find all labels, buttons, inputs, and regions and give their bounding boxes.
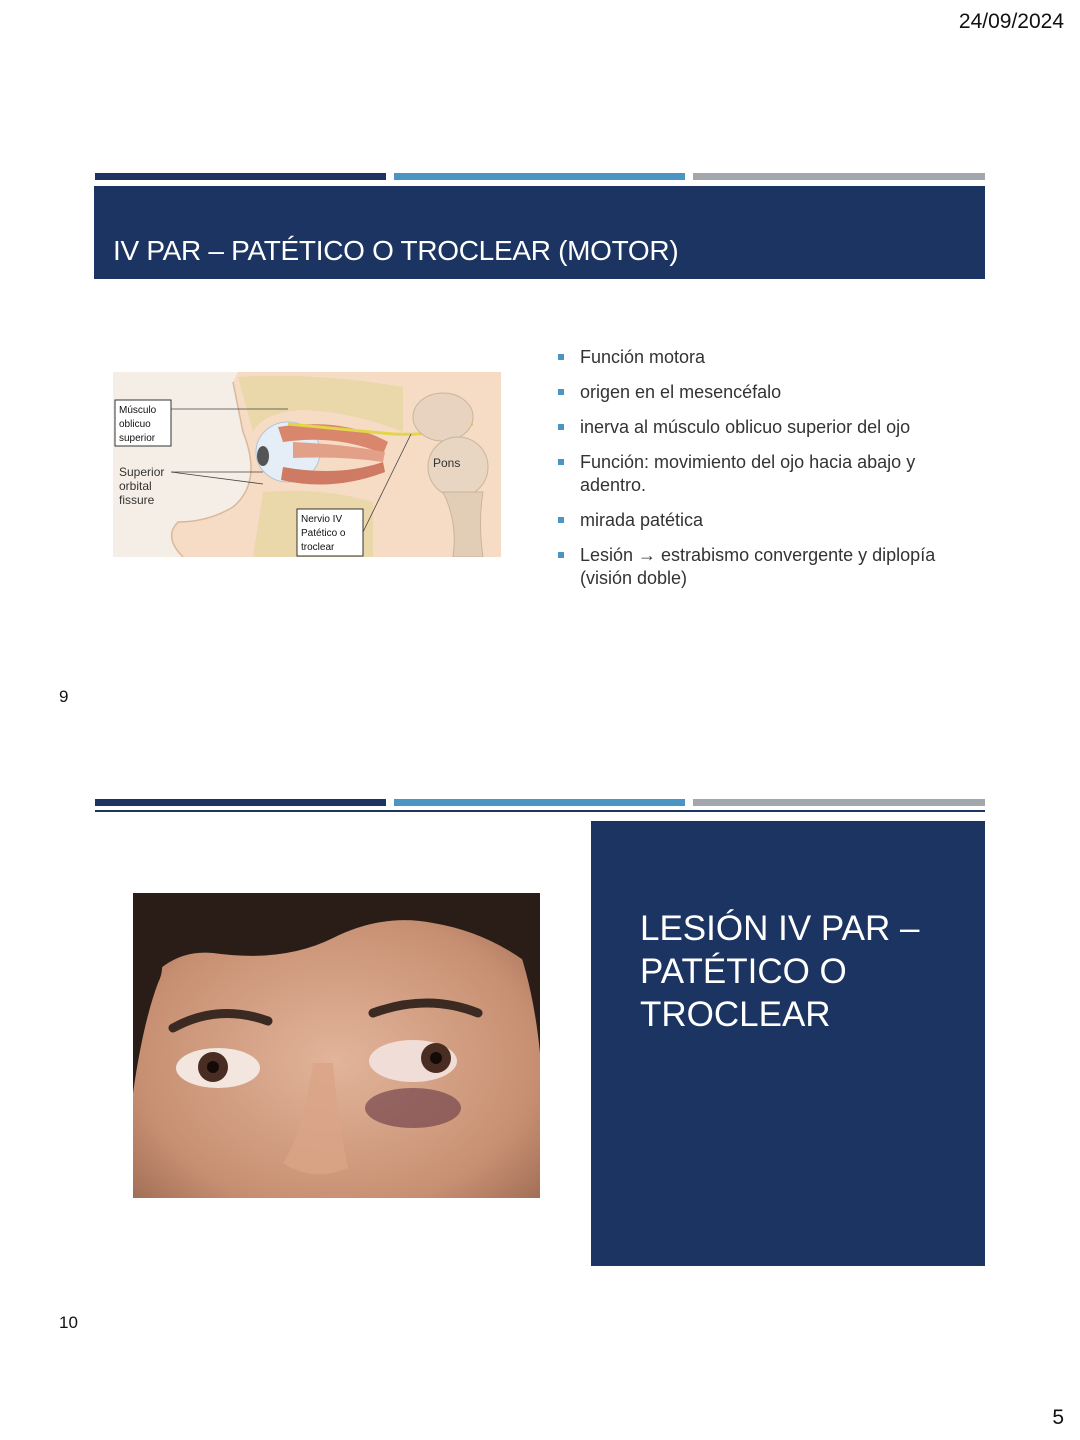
bullet-text: inerva al músculo oblicuo superior del ojo bbox=[580, 417, 911, 437]
bullet-marker bbox=[558, 389, 564, 395]
bullet-marker bbox=[558, 517, 564, 523]
bullet-marker bbox=[558, 424, 564, 430]
bullet-item bbox=[556, 451, 966, 497]
slide-number: 10 bbox=[59, 1313, 78, 1332]
divider-line bbox=[95, 810, 985, 812]
slide-title-band bbox=[94, 186, 985, 279]
bullet-item bbox=[556, 346, 966, 369]
trochlear-nerve-diagram bbox=[113, 372, 501, 557]
diagram-label-muscle-1: Músculo bbox=[119, 405, 157, 416]
slide-title: IV PAR – PATÉTICO O TROCLEAR (MOTOR) bbox=[113, 235, 679, 266]
bullet-text: Función: movimiento del ojo hacia abajo y adentro. bbox=[580, 452, 916, 495]
slide-number: 9 bbox=[59, 687, 69, 706]
diagram-label-nerve-3: troclear bbox=[301, 542, 335, 553]
bullet-marker bbox=[558, 354, 564, 360]
diagram-label-pons: Pons bbox=[433, 456, 461, 470]
bullet-marker bbox=[558, 459, 564, 465]
accent-bar-grey bbox=[693, 799, 985, 806]
diagram-label-nerve-1: Nervio IV bbox=[301, 514, 343, 525]
bullet-item bbox=[556, 381, 966, 404]
bullet-list bbox=[556, 346, 966, 602]
diagram-label-fissure-3: fissure bbox=[119, 493, 155, 507]
page-number: 5 bbox=[1052, 1406, 1064, 1429]
patient-photo bbox=[133, 893, 540, 1198]
bullet-text: Lesión → estrabismo convergente y diplopía (visión doble) bbox=[580, 545, 936, 588]
accent-bar-teal bbox=[394, 173, 685, 180]
diagram-label-fissure-1: Superior bbox=[119, 465, 165, 479]
slide-title-box bbox=[591, 821, 985, 1266]
bullet-item bbox=[556, 416, 966, 439]
bullet-text: mirada patética bbox=[580, 510, 704, 530]
slide-title: LESIÓN IV PAR – PATÉTICO O TROCLEAR bbox=[640, 909, 920, 1034]
bullet-item bbox=[556, 544, 966, 590]
accent-bar-navy bbox=[95, 173, 386, 180]
bullet-marker bbox=[558, 552, 564, 558]
page-date: 24/09/2024 bbox=[958, 10, 1064, 33]
diagram-label-nerve-2: Patético o bbox=[301, 528, 346, 539]
diagram-label-muscle-3: superior bbox=[119, 433, 156, 444]
bullet-item bbox=[556, 509, 966, 532]
diagram-label-fissure-2: orbital bbox=[119, 479, 152, 493]
accent-bar-teal bbox=[394, 799, 685, 806]
bullet-text: origen en el mesencéfalo bbox=[580, 382, 782, 402]
bullet-text: Función motora bbox=[580, 347, 706, 367]
accent-bar-grey bbox=[693, 173, 985, 180]
diagram-label-muscle-2: oblicuo bbox=[119, 419, 151, 430]
accent-bar-navy bbox=[95, 799, 386, 806]
